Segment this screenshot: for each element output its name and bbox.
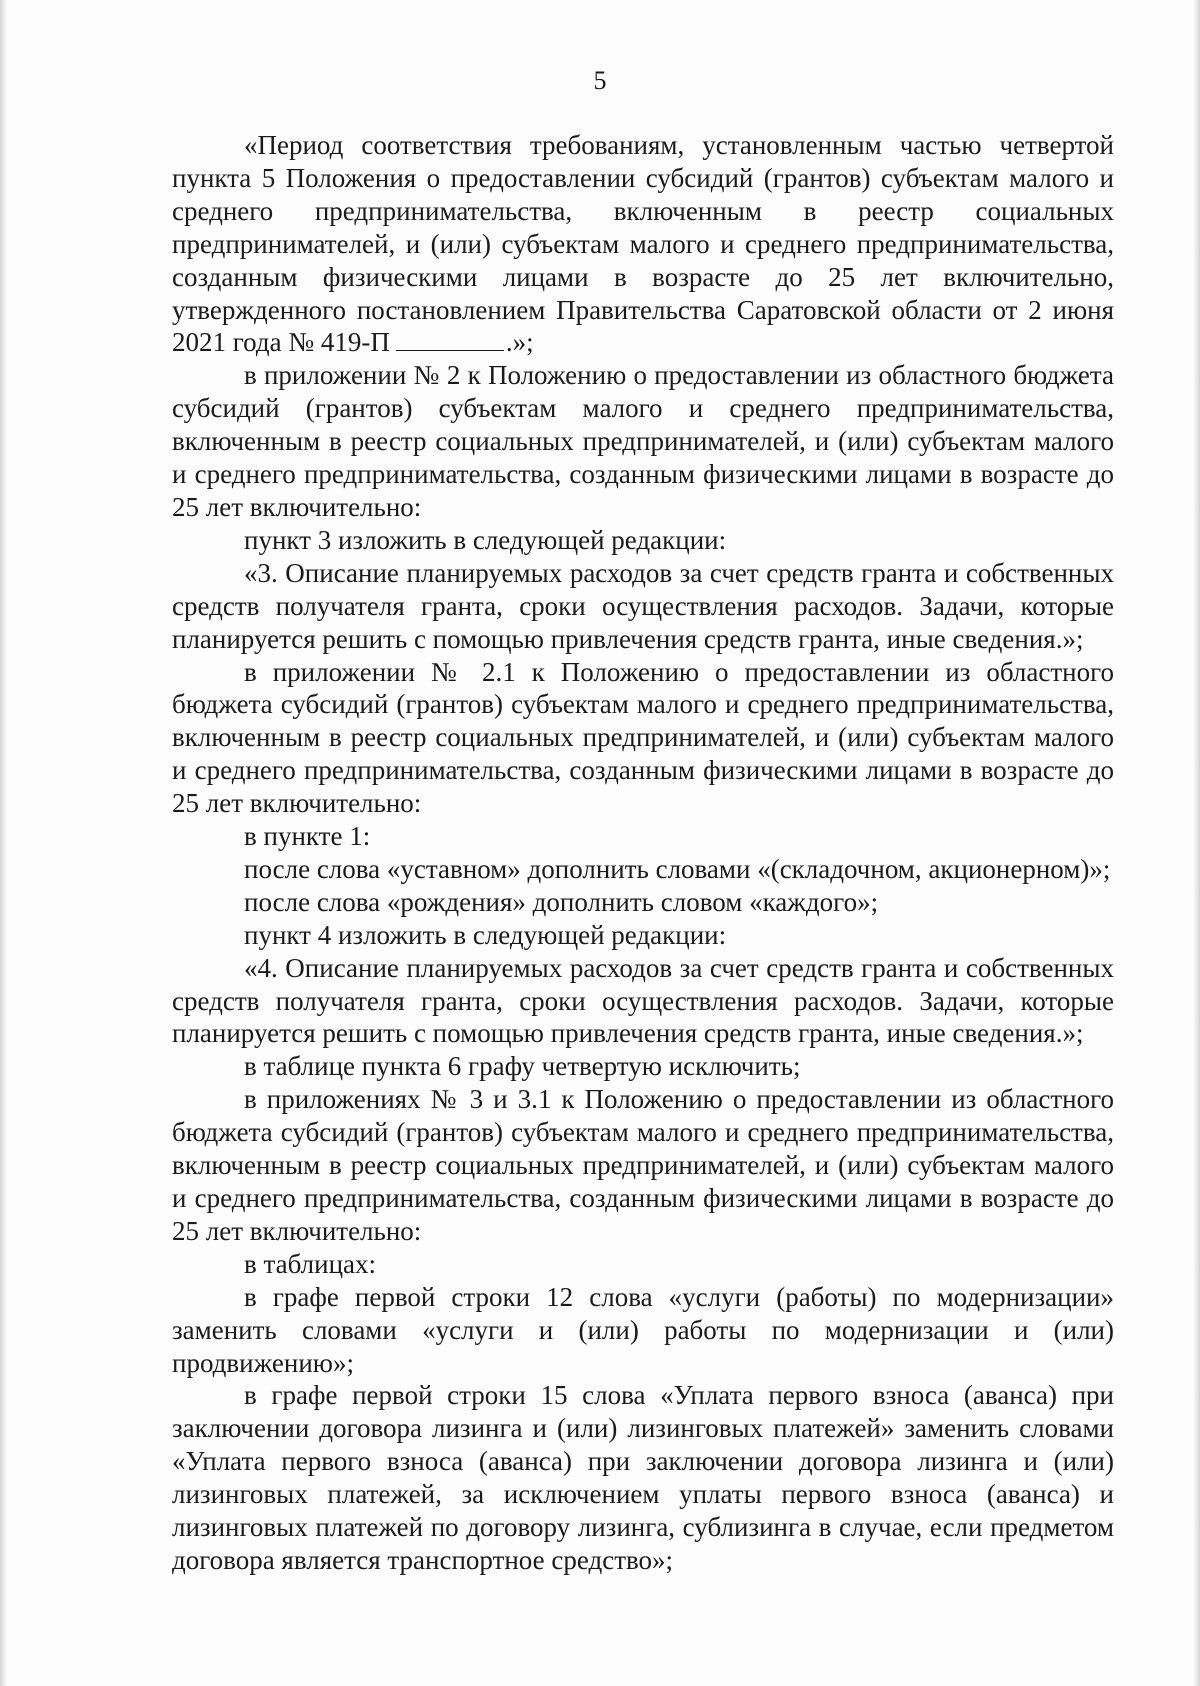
paragraph-in-tables: в таблицах: (244, 1248, 377, 1279)
paragraph-point-4-text: «4. Описание планируемых расходов за счет средств гранта и собственных средств получателя гранта, сроки осуществления расходов. Задачи, которые планируется решить с помощью привлечения средств гранта, иные сведения.»; (172, 952, 1114, 1049)
paragraph-table-point-6: в таблице пункта 6 графу четвертую исключить; (244, 1051, 801, 1082)
paragraph-period-compliance: «Период соответствия требованиям, установленным частью четвертой пункта 5 Положения о предоставлении субсидий (грантов) субъектам малого и среднего предпринимательства, включенным в реестр социальных предпринимателей, и (или) субъектам малого и среднего предпринимательства, созданным физическими лицами в возрасте до 25 лет включительно, утвержденного постановлением Правительства Саратовской области от 2 июня 2021 года № 419-П .»; (172, 130, 1114, 358)
paragraph-row-12: в графе первой строки 12 слова «услуги (работы) по модернизации» заменить словами «услуги и (или) работы по модернизации и (или) продвижению»; (172, 1281, 1114, 1378)
paragraph-after-word-rozhdeniya: после слова «рождения» дополнить словом «каждого»; (244, 886, 879, 917)
paragraph-appendix-2: в приложении № 2 к Положению о предоставлении из областного бюджета субсидий (грантов) субъектам малого и среднего предпринимательства, включенным в реестр социальных предпринимателей, и (или) субъектам малого и среднего предпринимательства, созданным физическими лицами в возрасте до 25 лет включительно: (172, 360, 1114, 522)
quote-close: .»; (505, 327, 534, 358)
paragraph-appendix-2-1: в приложении № 2.1 к Положению о предоставлении из областного бюджета субсидий (грантов) субъектам малого и среднего предпринимательства, включенным в реестр социальных предпринимателей, и (или) субъектам малого и среднего предпринимательства, созданным физическими лицами в возрасте до 25 лет включительно: (172, 656, 1114, 819)
paragraph-point-3-new-edition: пункт 3 изложить в следующей редакции: (244, 524, 727, 555)
paragraph-point-3-text: «3. Описание планируемых расходов за счет средств гранта и собственных средств получателя гранта, сроки осуществления расходов. Задачи, которые планируется решить с помощью привлечения средств гранта, иные сведения.»; (172, 557, 1114, 654)
paragraph-point-4-new-edition: пункт 4 изложить в следующей редакции: (244, 919, 727, 950)
scan-edge-right (1193, 0, 1200, 1686)
page-number: 5 (593, 66, 607, 95)
paragraph-in-point-1: в пункте 1: (244, 821, 371, 852)
document-body (172, 129, 1114, 1577)
resolution-number: № 419-П (288, 327, 390, 358)
blank-date-line (396, 328, 504, 351)
scan-edge-left (0, 0, 7, 1686)
paragraph-row-15: в графе первой строки 15 слова «Уплата первого взноса (аванса) при заключении договора лизинга и (или) лизинговых платежей» заменить словами «Уплата первого взноса (аванса) при заключении договора лизинга и (или) лизинговых платежей, за исключением уплаты первого взноса (аванса) и лизинговых платежей по договору лизинга, сублизинга в случае, если предметом договора является транспортное средство»; (172, 1380, 1114, 1575)
paragraph-after-word-ustavnom: после слова «уставном» дополнить словами «(складочном, акционерном)»; (244, 853, 1111, 884)
paragraph-appendices-3-and-3-1: в приложениях № 3 и 3.1 к Положению о предоставлении из областного бюджета субсидий (грантов) субъектам малого и среднего предпринимательства, включенным в реестр социальных предпринимателей, и (или) субъектам малого и среднего предпринимательства, созданным физическими лицами в возрасте до 25 лет включительно: (172, 1084, 1114, 1246)
